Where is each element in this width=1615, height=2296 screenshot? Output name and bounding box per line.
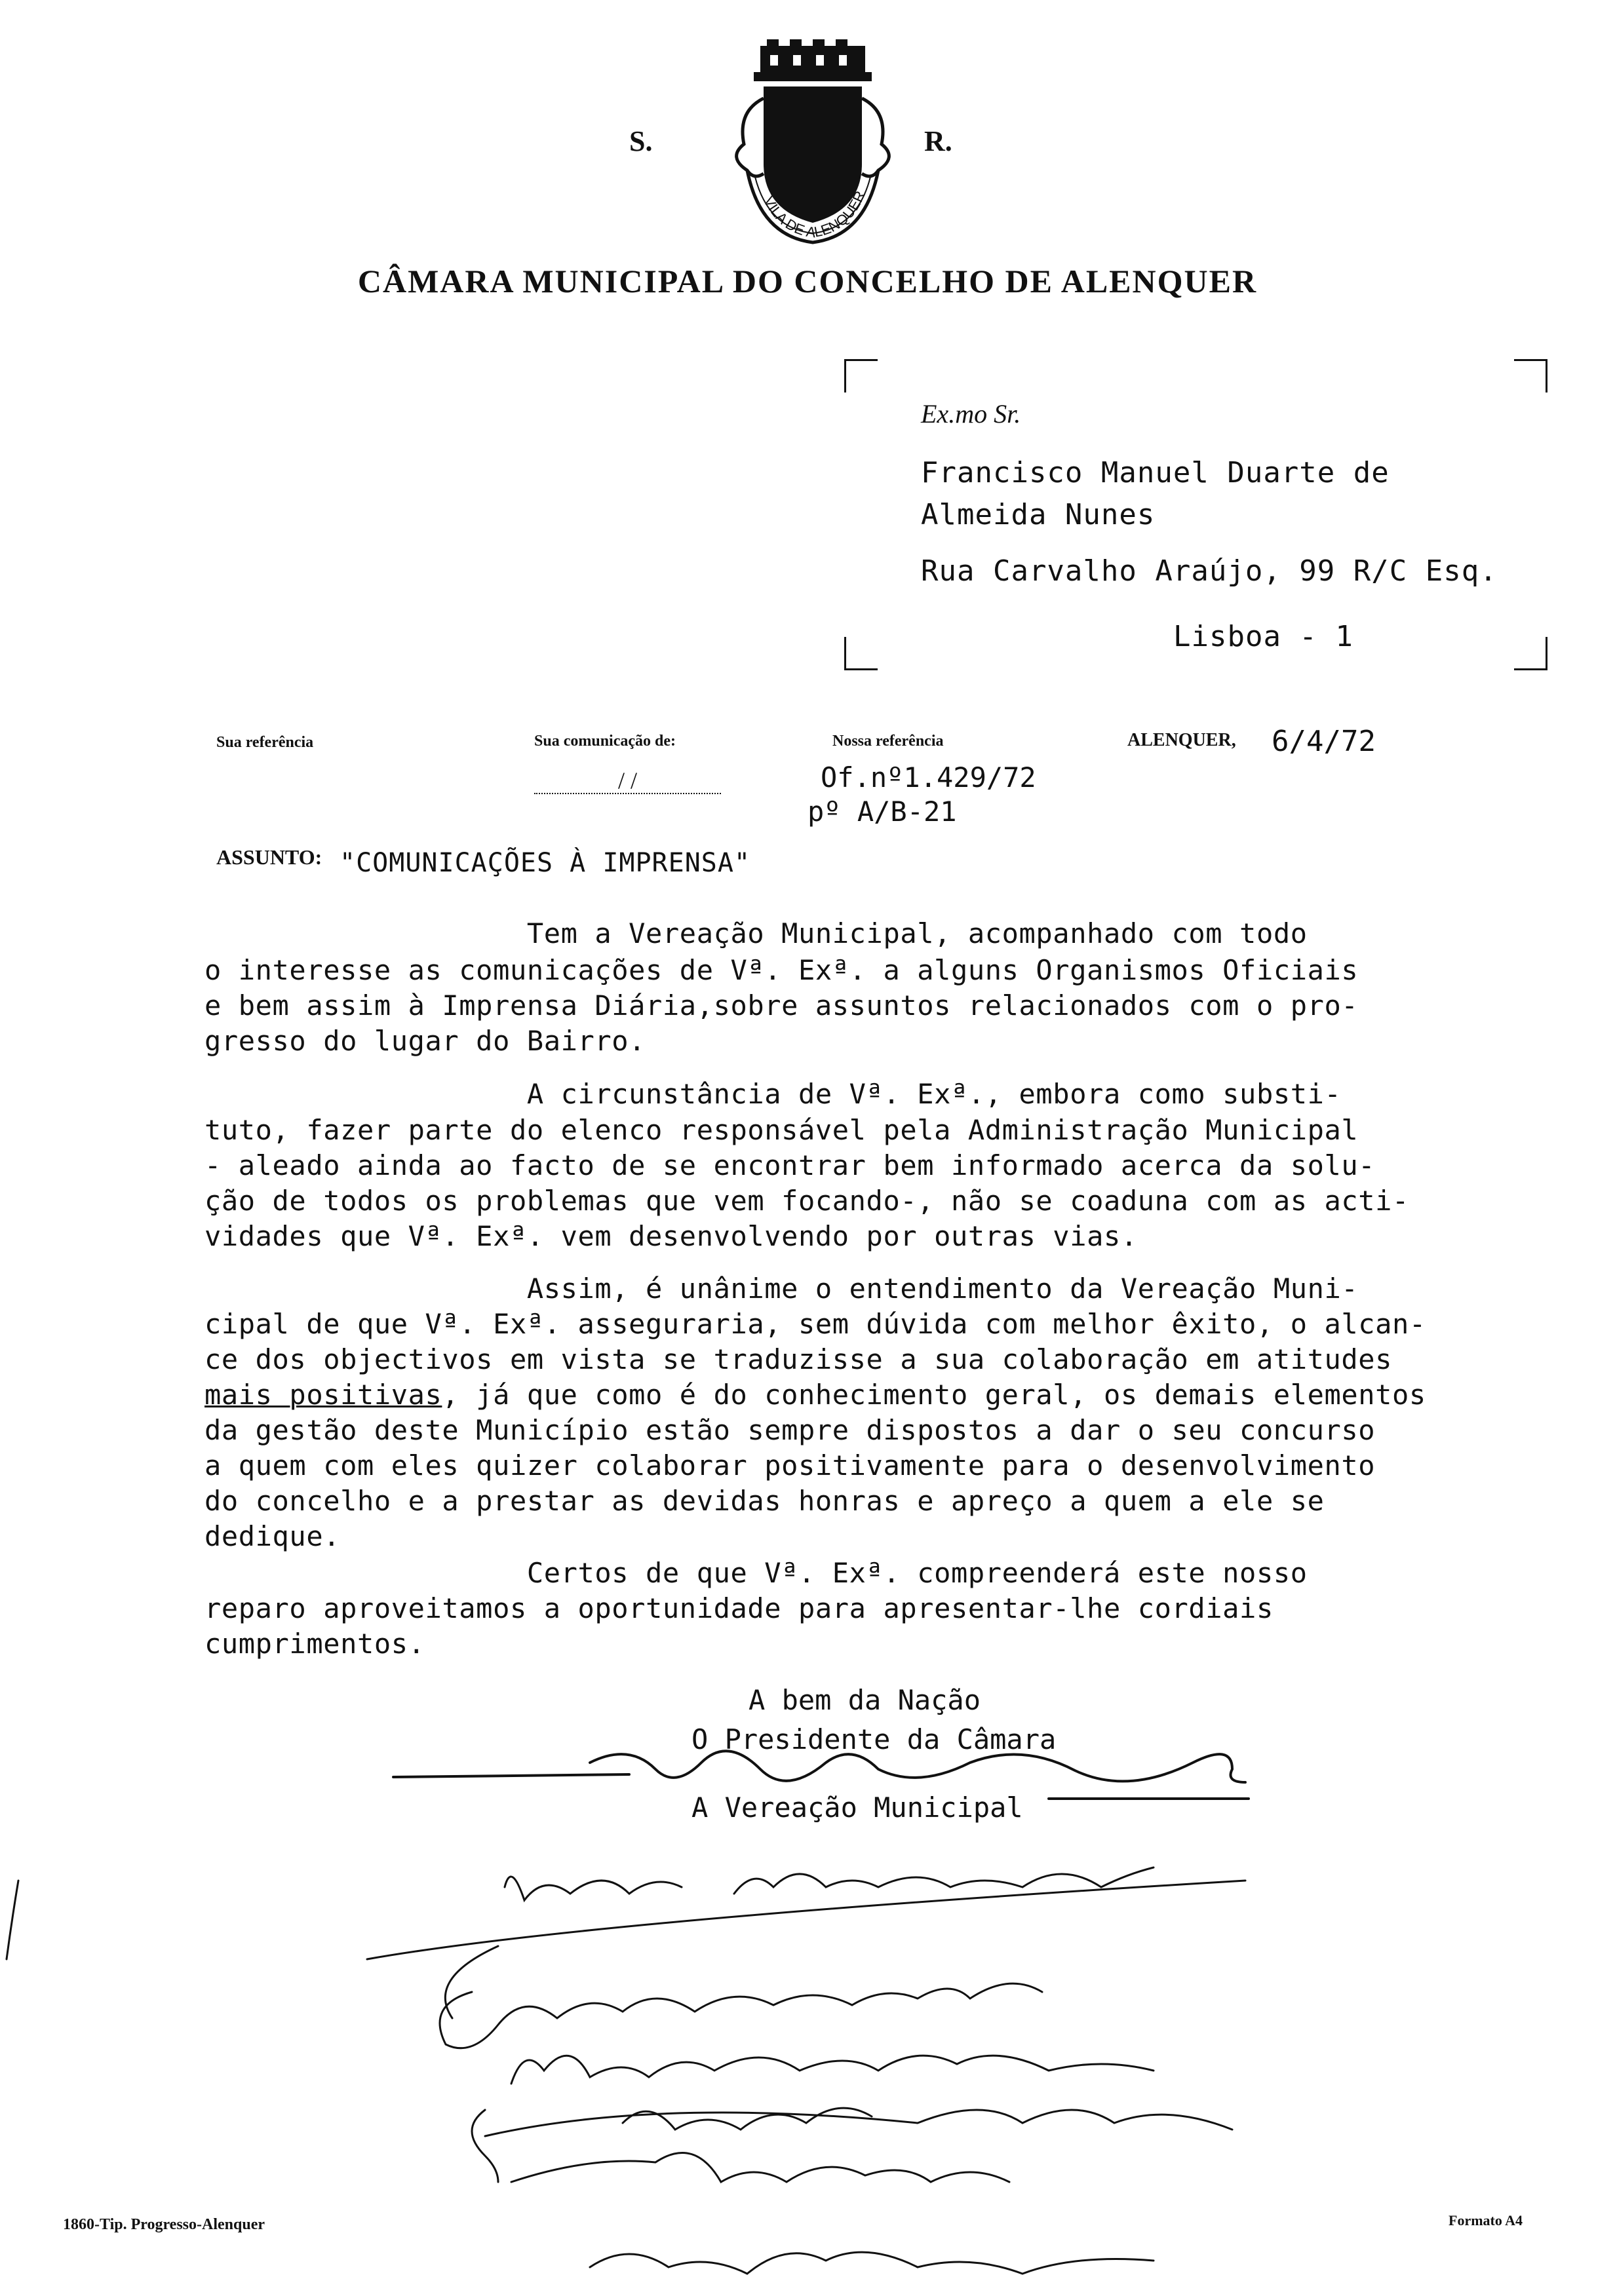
printer-imprint: 1860-Tip. Progresso-Alenquer bbox=[63, 2216, 265, 2233]
salutation: Ex.mo Sr. bbox=[921, 399, 1021, 429]
body-line: ce dos objectivos em vista se traduzisse a sua colaboração em atitudes bbox=[204, 1343, 1393, 1375]
letterhead-initial-left: S. bbox=[629, 125, 653, 157]
closing-title: O Presidente da Câmara bbox=[691, 1723, 1057, 1755]
closing-signatory: A Vereação Municipal bbox=[691, 1791, 1023, 1824]
address-corner-top-left bbox=[844, 359, 878, 392]
body-line-rest: , já que como é do conhecimento geral, os demais elementos bbox=[442, 1379, 1426, 1411]
recipient-city: Lisboa - 1 bbox=[1173, 620, 1353, 653]
signature-brace bbox=[445, 1946, 498, 2182]
letter-date: 6/4/72 bbox=[1272, 725, 1376, 758]
body-line: o interesse as comunicações de Vª. Exª. a alguns Organismos Oficiais bbox=[204, 954, 1359, 986]
body-line: gresso do lugar do Bairro. bbox=[204, 1025, 646, 1057]
body-line: cipal de que Vª. Exª. asseguraria, sem dúvida com melhor êxito, o alcan- bbox=[204, 1308, 1426, 1340]
margin-mark bbox=[7, 1881, 18, 1959]
recipient-line: Almeida Nunes bbox=[921, 498, 1156, 531]
address-corner-top-right bbox=[1514, 359, 1547, 392]
letterhead-initial-right: R. bbox=[924, 125, 952, 157]
our-reference-label: Nossa referência bbox=[832, 733, 944, 750]
organization-title: CÂMARA MUNICIPAL DO CONCELHO DE ALENQUER bbox=[357, 263, 1258, 299]
councillor-signature bbox=[511, 2056, 1154, 2084]
body-line: ção de todos os problemas que vem focando-, não se coaduna com as acti- bbox=[204, 1185, 1409, 1217]
body-line: Tem a Vereação Municipal, acompanhado com todo bbox=[204, 917, 1308, 949]
body-line: Assim, é unânime o entendimento da Vereação Muni- bbox=[204, 1272, 1359, 1305]
body-line: reparo aproveitamos a oportunidade para apresentar-lhe cordiais bbox=[204, 1592, 1274, 1624]
address-corner-bottom-left bbox=[844, 637, 878, 670]
body-line: dedique. bbox=[204, 1520, 341, 1552]
body-line: da gestão deste Município estão sempre dispostos a dar o seu concurso bbox=[204, 1414, 1376, 1446]
your-reference-label: Sua referência bbox=[216, 734, 314, 751]
councillor-signature bbox=[511, 2152, 1009, 2182]
body-line: - aleado ainda ao facto de se encontrar bem informado acerca da solu- bbox=[204, 1149, 1376, 1181]
councillor-signature bbox=[485, 2108, 1232, 2136]
body-line: e bem assim à Imprensa Diária,sobre assuntos relacionados com o pro- bbox=[204, 989, 1359, 1022]
body-line: cumprimentos. bbox=[204, 1628, 425, 1660]
subject-text: "COMUNICAÇÕES À IMPRENSA" bbox=[340, 848, 751, 878]
body-line: A circunstância de Vª. Exª., embora como substi- bbox=[204, 1078, 1342, 1110]
your-communication-date: / / bbox=[534, 767, 721, 794]
municipal-crest bbox=[708, 39, 918, 256]
body-line: do concelho e a prestar as devidas honras e apreço a quem a ele se bbox=[204, 1485, 1325, 1517]
body-line: vidades que Vª. Exª. vem desenvolvendo por outras vias. bbox=[204, 1220, 1138, 1252]
body-line: tuto, fazer parte do elenco responsável pela Administração Municipal bbox=[204, 1114, 1359, 1146]
underlined-phrase: mais positivas bbox=[204, 1379, 442, 1411]
paper-format: Formato A4 bbox=[1449, 2212, 1523, 2229]
recipient-line: Francisco Manuel Duarte de bbox=[921, 456, 1390, 489]
place-label: ALENQUER, bbox=[1127, 730, 1236, 750]
recipient-line: Rua Carvalho Araújo, 99 R/C Esq. bbox=[921, 554, 1498, 588]
body-line-with-underline bbox=[204, 1379, 1426, 1411]
closing-formula: A bem da Nação bbox=[749, 1684, 981, 1716]
crown-icon bbox=[754, 39, 872, 81]
our-reference-number: Of.nº1.429/72 bbox=[821, 761, 1036, 794]
your-communication-label: Sua comunicação de: bbox=[534, 733, 676, 750]
councillor-signature bbox=[590, 2252, 1154, 2274]
councillor-signature bbox=[440, 1983, 1042, 2048]
process-number: pº A/B-21 bbox=[808, 795, 957, 828]
body-line: Certos de que Vª. Exª. compreenderá este nosso bbox=[204, 1557, 1308, 1589]
crest-text: VILA DE ALENQUER bbox=[760, 188, 868, 241]
councillor-signature bbox=[367, 1867, 1245, 1959]
address-corner-bottom-right bbox=[1514, 637, 1547, 670]
subject-label: ASSUNTO: bbox=[216, 845, 322, 869]
body-line: a quem com eles quizer colaborar positivamente para o desenvolvimento bbox=[204, 1449, 1376, 1482]
